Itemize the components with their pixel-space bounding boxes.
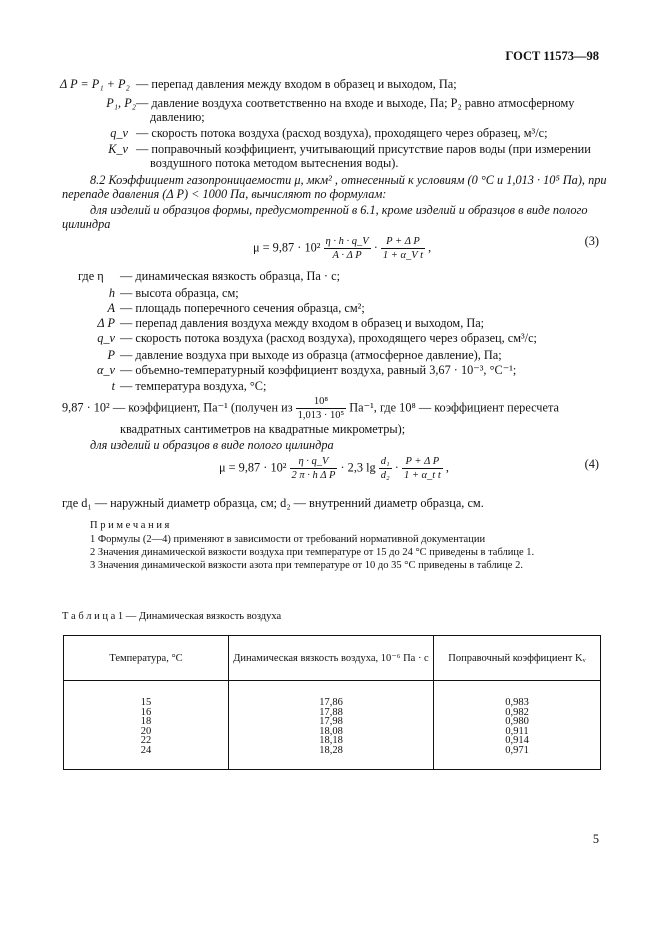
def-text: давлению; <box>150 110 205 124</box>
def-symbol: 9,87 · 10² <box>62 400 110 415</box>
table-header-row <box>64 636 601 681</box>
diameter-definition: где d₁ — наружный диаметр образца, см; d₂ — внутренний диаметр образца, см. <box>62 496 484 510</box>
section-8-2-line2: перепаде давления (Δ Р) < 1000 Па, вычисляют по формулам: <box>62 187 387 201</box>
formula-fraction: $\frac{\eta \cdot q\_V}{\text{2 π · h Δ P}}$ <box>291 456 336 481</box>
table-row <box>64 681 601 770</box>
conversion-fraction: $\frac{\text{10⁸}}{\text{1,013 · 10⁵}}$ <box>297 396 345 421</box>
formula-4: μ = 9,87 · 10² $\frac{\eta \cdot q\_V}{\text{2 π · h Δ P}}$ · 2,3 lg $\frac{\text{d₁}}{\text{d₂}}$ · $\frac{\text{P + Δ P}}{\text{1 + α\_t t}}$ , <box>219 456 449 481</box>
def-text: — динамическая вязкость образца, Па · с; <box>120 269 340 283</box>
page-number: 5 <box>592 832 599 846</box>
def-text: воздушного потока методом вытеснения воды). <box>150 156 399 170</box>
formula-fraction: $\frac{\text{d₁}}{\text{d₂}}$ <box>380 456 390 481</box>
section-8-2-line3: для изделий и образцов формы, предусмотренной в 6.1, кроме изделий и образцов в виде полого <box>90 203 588 217</box>
def-symbol: h <box>108 286 115 300</box>
def-symbol: P <box>107 348 115 362</box>
table-cell-viscosity: 17,86 17,88 17,98 18,08 18,18 18,28 <box>229 681 434 770</box>
viscosity-table <box>63 635 601 770</box>
def-text: — объемно-температурный коэффициент воздуха, равный 3,67 · 10⁻³, °C⁻¹; <box>120 363 517 377</box>
formula-3-number: (3) <box>584 234 599 248</box>
note-item: 2 Значения динамической вязкости воздуха при температуре от 15 до 24 °С приведены в таблице 1. <box>90 547 535 558</box>
note-item: 3 Значения динамической вязкости азота при температуре от 10 до 35 °С приведены в таблице 2. <box>90 560 523 571</box>
formula-fraction: $\frac{\text{P + Δ P}}{\text{1 + α\_V t}}$ <box>382 236 424 261</box>
def-symbol: α_v <box>96 363 115 377</box>
def-symbol: q_v <box>97 331 115 345</box>
hollow-cylinder-heading: для изделий и образцов в виде полого цилиндра <box>90 438 334 452</box>
def-text: — перепад давления между входом в образец и выходом, Па; <box>136 77 457 91</box>
def-text: — скорость потока воздуха (расход воздуха), проходящего через образец, м³/с; <box>136 126 548 140</box>
table-header: Динамическая вязкость воздуха, 10⁻⁶ Па · с <box>229 636 434 681</box>
table-cell-temps: 15 16 18 20 22 24 <box>64 681 229 770</box>
formula-3: μ = 9,87 · 10² $\frac{\eta \cdot h \cdot q\_V}{\text{A · Δ P}}$ · $\frac{\text{P + Δ P}}{\text{1 + α\_V t}}$ , <box>253 236 432 261</box>
formula-lhs: μ = 9,87 · 10² <box>219 460 287 475</box>
def-symbol: t <box>111 379 115 393</box>
formula-lhs: μ = 9,87 · 10² <box>253 240 321 255</box>
table-caption: Т а б л и ц а 1 — Динамическая вязкость воздуха <box>62 611 282 622</box>
document-code: ГОСТ 11573—98 <box>505 49 599 63</box>
def-symbol: Δ P <box>97 316 115 330</box>
coefficient-definition <box>62 396 559 421</box>
formula-fraction: $\frac{\text{P + Δ P}}{\text{1 + α\_t t}}$ <box>403 456 441 481</box>
def-text: Па⁻¹, где 10⁸ — коэффициент пересчета <box>349 400 559 415</box>
def-symbol: K_v <box>108 142 128 156</box>
def-text: — поправочный коэффициент, учитывающий присутствие паров воды (при измерении <box>136 142 591 156</box>
section-8-2-line1: 8.2 Коэффициент газопроницаемости μ, мкм² , отнесенный к условиям (0 °С и 1,013 · 10⁵ Па), при <box>90 173 607 187</box>
def-text: — высота образца, см; <box>120 286 239 300</box>
def-symbol: Δ P = P₁ + P₂ <box>60 77 130 91</box>
def-symbol: P₁, P₂ <box>106 96 136 110</box>
def-text: — температура воздуха, °С; <box>120 379 267 393</box>
section-8-2-line4: цилиндра <box>62 217 111 231</box>
def-symbol: где η <box>78 269 104 283</box>
def-symbol: A <box>107 301 115 315</box>
def-text: — площадь поперечного сечения образца, см²; <box>120 301 365 315</box>
table-header: Поправочный коэффициент Kᵥ <box>434 636 601 681</box>
def-symbol: q_v <box>110 126 128 140</box>
def-text: — коэффициент, Па⁻¹ (получен из <box>112 400 293 415</box>
def-text: — давление воздуха при выходе из образца (атмосферное давление), Па; <box>120 348 502 362</box>
notes-title: П р и м е ч а н и я <box>90 520 170 531</box>
def-text: — скорость потока воздуха (расход воздуха), проходящего через образец, см³/с; <box>120 331 537 345</box>
note-item: 1 Формулы (2—4) применяют в зависимости от требований нормативной документации <box>90 534 486 545</box>
formula-fraction: $\frac{\eta \cdot h \cdot q\_V}{\text{A · Δ P}}$ <box>325 236 369 261</box>
def-text: — перепад давления воздуха между входом в образец и выходом, Па; <box>120 316 485 330</box>
def-text: — давление воздуха соответственно на входе и выходе, Па; P₂ равно атмосферному <box>136 96 575 110</box>
def-text: квадратных сантиметров на квадратные микрометры); <box>120 422 406 436</box>
table-header: Температура, °С <box>64 636 229 681</box>
formula-4-number: (4) <box>584 457 599 471</box>
table-cell-kv: 0,983 0,982 0,980 0,911 0,914 0,971 <box>434 681 601 770</box>
